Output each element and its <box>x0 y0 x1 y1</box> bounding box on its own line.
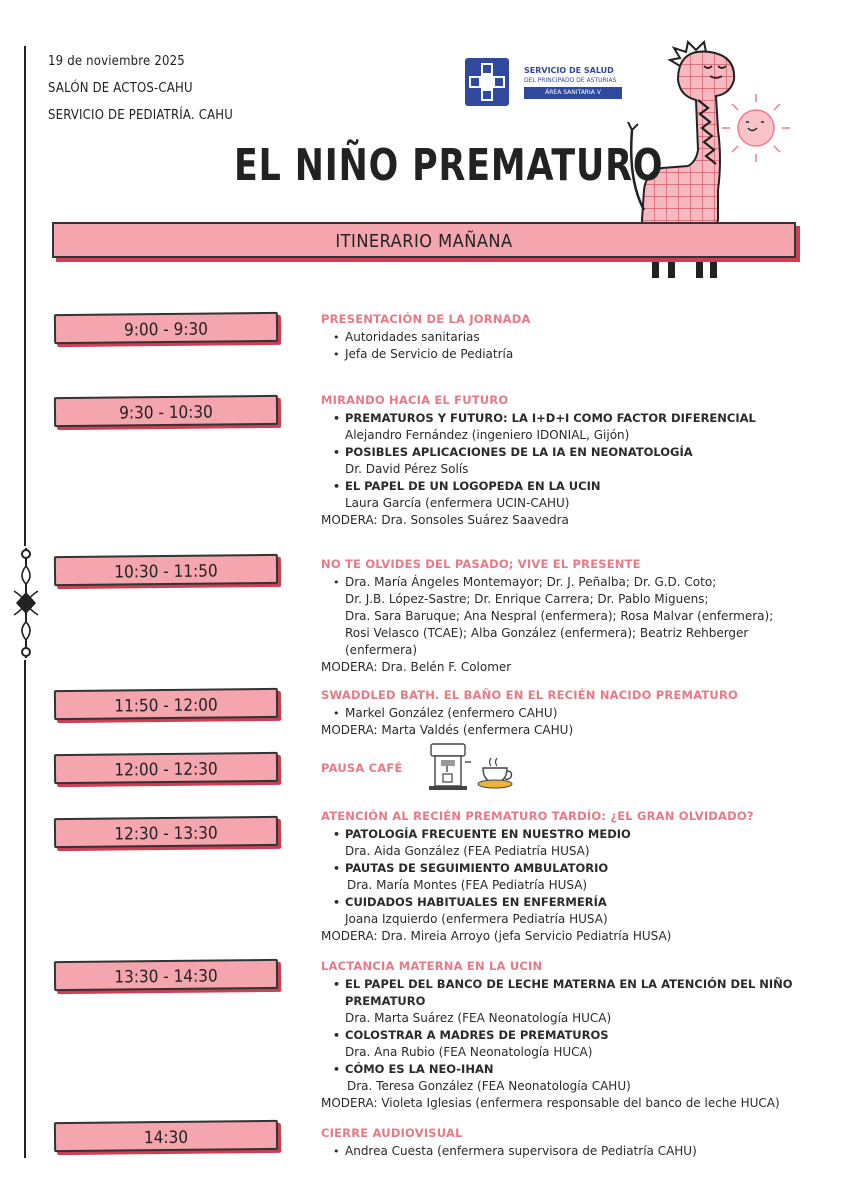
talk-speaker: Alejandro Fernández (ingeniero IDONIAL, Gijón) <box>345 428 630 442</box>
time-slot-5 <box>54 752 278 784</box>
session-title: PAUSA CAFÉ <box>321 761 403 775</box>
talk-title: • PREMATUROS Y FUTURO: LA I+D+I COMO FACTOR DIFERENCIAL <box>345 410 821 427</box>
talk-speaker: Dra. Aida González (FEA Pediatría HUSA) <box>345 844 590 858</box>
time-slot-3 <box>54 554 278 586</box>
session-1 <box>321 311 821 363</box>
session-title: CIERRE AUDIOVISUAL <box>321 1126 463 1140</box>
logo-line1: SERVICIO DE SALUD <box>524 66 614 75</box>
session-title: SWADDLED BATH. EL BAÑO EN EL RECIÉN NACIDO PREMATURO <box>321 688 739 702</box>
talk-speaker: Dra. Teresa González (FEA Neonatología CAHU) <box>347 1079 631 1093</box>
talk-speaker: Laura García (enfermera UCIN-CAHU) <box>345 496 570 510</box>
moderator: MODERA: Dra. Sonsoles Suárez Saavedra <box>321 513 569 527</box>
time-label: 9:30 - 10:30 <box>119 402 213 424</box>
list-item-continued: Dr. J.B. López-Sastre; Dr. Enrique Carrera; Dr. Pablo Miguens; <box>345 592 709 606</box>
health-service-logo <box>455 52 628 112</box>
event-service: SERVICIO DE PEDIATRÍA. CAHU <box>48 108 234 123</box>
talk-title: • COLOSTRAR A MADRES DE PREMATUROS <box>345 1027 821 1044</box>
event-date: 19 de noviembre 2025 <box>48 54 185 69</box>
list-item-continued: (enfermera) <box>345 643 418 657</box>
session-5 <box>321 742 821 792</box>
logo-line2: DEL PRINCIPADO DE ASTURIAS <box>524 77 617 84</box>
list-item: • Andrea Cuesta (enfermera supervisora de Pediatría CAHU) <box>345 1143 821 1160</box>
itinerary-banner <box>52 222 796 258</box>
logo-line3: ÁREA SANITARIA V <box>524 87 622 99</box>
list-item-continued: Rosi Velasco (TCAE); Alba González (enfermera); Beatriz Rehberger <box>345 626 749 640</box>
coffee-illustration <box>425 742 520 792</box>
time-slot-4 <box>54 688 278 720</box>
time-label: 10:30 - 11:50 <box>114 561 218 583</box>
talk-title: • EL PAPEL DEL BANCO DE LECHE MATERNA EN LA ATENCIÓN DEL NIÑO <box>345 976 821 993</box>
session-title: PRESENTACIÓN DE LA JORNADA <box>321 312 531 326</box>
time-slot-6 <box>54 816 278 848</box>
talk-title: • EL PAPEL DE UN LOGOPEDA EN LA UCIN <box>345 478 821 495</box>
moderator: MODERA: Violeta Iglesias (enfermera responsable del banco de leche HUCA) <box>321 1096 780 1110</box>
ornament-icon <box>10 546 42 660</box>
time-label: 14:30 <box>143 1127 189 1149</box>
session-7 <box>321 958 821 1112</box>
talk-title: • CÓMO ES LA NEO-IHAN <box>345 1061 821 1078</box>
moderator: MODERA: Marta Valdés (enfermera CAHU) <box>321 723 574 737</box>
list-item: • Dra. María Ángeles Montemayor; Dr. J. Peñalba; Dr. G.D. Coto; <box>345 574 821 591</box>
session-3 <box>321 556 821 676</box>
session-title: LACTANCIA MATERNA EN LA UCIN <box>321 959 543 973</box>
session-2 <box>321 392 821 529</box>
talk-title: • PAUTAS DE SEGUIMIENTO AMBULATORIO <box>345 860 821 877</box>
talk-speaker: Dra. Ana Rubio (FEA Neonatología HUCA) <box>345 1045 593 1059</box>
time-slot-1 <box>54 312 278 344</box>
talk-title: • PATOLOGÍA FRECUENTE EN NUESTRO MEDIO <box>345 826 821 843</box>
session-6 <box>321 808 821 945</box>
session-title: ATENCIÓN AL RECIÉN PREMATURO TARDÍO: ¿EL GRAN OLVIDADO? <box>321 809 754 823</box>
talk-speaker: Joana Izquierdo (enfermera Pediatría HUSA) <box>345 912 608 926</box>
time-label: 11:50 - 12:00 <box>114 695 218 717</box>
session-8 <box>321 1125 821 1160</box>
list-item: • Markel González (enfermero CAHU) <box>345 705 821 722</box>
talk-title: • CUIDADOS HABITUALES EN ENFERMERÍA <box>345 894 821 911</box>
session-title: NO TE OLVIDES DEL PASADO; VIVE EL PRESENTE <box>321 557 641 571</box>
time-slot-7 <box>54 959 278 991</box>
talk-speaker: Dra. María Montes (FEA Pediatría HUSA) <box>347 878 588 892</box>
health-cross-icon <box>465 58 509 106</box>
time-label: 9:00 - 9:30 <box>123 319 209 341</box>
page-title: EL NIÑO PREMATURO <box>234 140 664 191</box>
time-label: 12:30 - 13:30 <box>114 823 218 845</box>
session-4 <box>321 687 821 739</box>
moderator: MODERA: Dra. Belén F. Colomer <box>321 660 512 674</box>
list-item: • Jefa de Servicio de Pediatría <box>345 346 821 363</box>
time-label: 12:00 - 12:30 <box>114 759 218 781</box>
coffee-cup-icon <box>477 756 517 790</box>
list-item: • Autoridades sanitarias <box>345 329 821 346</box>
talk-title-continued: PREMATURO <box>345 994 426 1008</box>
talk-title: • POSIBLES APLICACIONES DE LA IA EN NEONATOLOGÍA <box>345 444 821 461</box>
time-slot-2 <box>54 395 278 427</box>
banner-label: ITINERARIO MAÑANA <box>335 231 513 252</box>
moderator: MODERA: Dra. Mireia Arroyo (jefa Servicio Pediatría HUSA) <box>321 929 672 943</box>
talk-speaker: Dr. David Pérez Solís <box>345 462 469 476</box>
event-venue: SALÓN DE ACTOS-CAHU <box>48 81 193 96</box>
talk-speaker: Dra. Marta Suárez (FEA Neonatología HUCA) <box>345 1011 612 1025</box>
list-item-continued: Dra. Sara Baruque; Ana Nespral (enfermera); Rosa Malvar (enfermera); <box>345 609 774 623</box>
time-slot-8 <box>54 1120 278 1152</box>
session-title: MIRANDO HACIA EL FUTURO <box>321 393 509 407</box>
time-label: 13:30 - 14:30 <box>114 966 218 988</box>
